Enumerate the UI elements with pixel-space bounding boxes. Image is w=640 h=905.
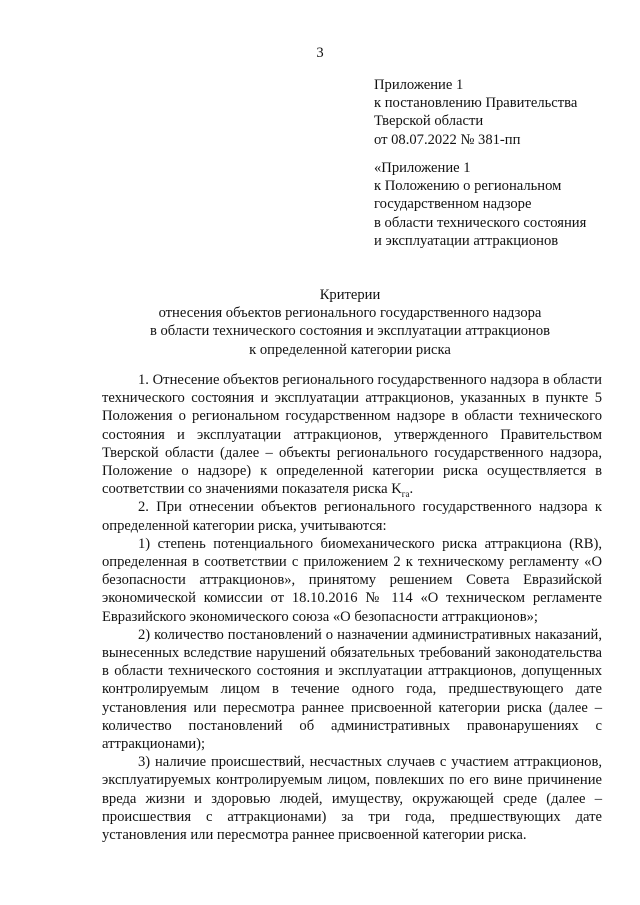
document-title [100, 286, 600, 359]
appendix-quote [374, 159, 624, 250]
title-line: Критерии [319, 287, 381, 303]
risk-index-subscript: га [401, 489, 410, 500]
document-body [102, 371, 602, 844]
appendix-header [374, 76, 624, 149]
appendix-header-line: от 08.07.2022 № 381-пп [374, 131, 521, 148]
appendix-quote-line: государственном надзоре [374, 196, 532, 213]
appendix-quote-line: к Положению о региональном [374, 178, 562, 195]
title-line: отнесения объектов регионального государственного надзора [158, 305, 542, 322]
paragraph-1-text: 1. Отнесение объектов регионального государственного надзора в области технического состояния и эксплуатации аттракционов, указанных в пункте 5 Положения о региональном государственном надзоре в области технического состояния и эксплуатации аттракционов, утвержденного Правительством Тверской области (далее – объекты регионального государственного надзора, Положение о надзоре) к определенной категории риска осуществляется в соответствии со значениями показателя риска K [102, 372, 602, 498]
appendix-quote-line: в области технического состояния [374, 214, 587, 231]
appendix-header-line: к постановлению Правительства [374, 95, 578, 112]
page-number: 3 [316, 45, 324, 61]
paragraph-5: 3) наличие происшествий, несчастных случаев с участием аттракционов, эксплуатируемых контролируемым лицом, повлекших по его вине причинение вреда жизни и здоровью людей, имуществу, окружающей среде (далее – происшествия с аттракционами) за три года, предшествующих дате установления или пересмотра раннее присвоенной категории риска. [102, 754, 602, 844]
paragraph-4: 2) количество постановлений о назначении административных наказаний, вынесенных вследствие нарушений обязательных требований законодательства в области технического состояния и эксплуатации аттракционов, допущенных контролируемым лицом в течение одного года, предшествующего дате установления или пересмотра раннее присвоенной категории риска (далее – количество постановлений об административных правонарушениях с аттракционами); [102, 626, 602, 753]
paragraph-1-end: . [409, 481, 414, 498]
paragraph-3: 1) степень потенциального биомеханического риска аттракциона (RB), определенная в соответствии с приложением 2 к техническому регламенту «О безопасности аттракционов», принятому решением Совета Евразийской экономической комиссии от 18.10.2016 № 114 «О техническом регламенте Евразийского экономического союза «О безопасности аттракционов»; [102, 535, 602, 625]
appendix-quote-line: и эксплуатации аттракционов [374, 232, 559, 249]
paragraph-2: 2. При отнесении объектов регионального государственного надзора к определенной категории риска, учитываются: [102, 499, 602, 534]
paragraph-1 [102, 371, 602, 498]
title-line: к определенной категории риска [249, 341, 451, 358]
appendix-header-line: Тверской области [374, 113, 484, 130]
appendix-header-line: Приложение 1 [374, 77, 464, 93]
title-line: в области технического состояния и эксплуатации аттракционов [149, 323, 551, 340]
appendix-quote-line: «Приложение 1 [374, 160, 471, 176]
